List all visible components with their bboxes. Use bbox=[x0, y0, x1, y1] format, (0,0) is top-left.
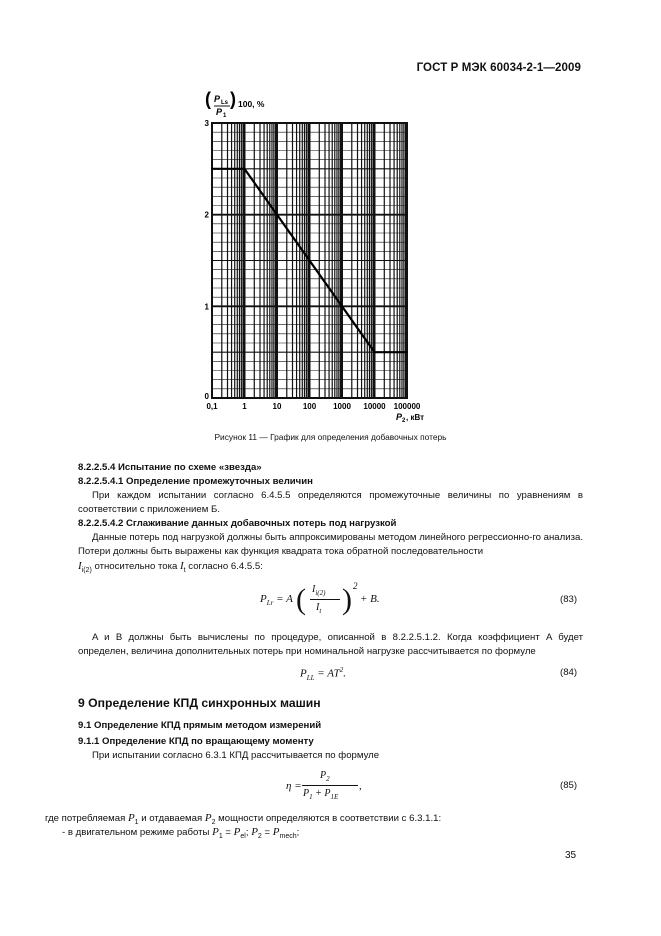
y-tick-label: 3 bbox=[204, 119, 209, 128]
svg-text:): ) bbox=[230, 90, 236, 109]
page-number: 35 bbox=[565, 850, 577, 861]
equation-84-number: (84) bbox=[560, 667, 578, 678]
section-8-2-2-5-4-2: 8.2.2.5.4.2 Сглаживание данных добавочных потерь под нагрузкой bbox=[78, 518, 397, 529]
section-8-2-2-5-4-1: 8.2.2.5.4.1 Определение промежуточных величин bbox=[78, 476, 313, 487]
x-tick-label: 10 bbox=[272, 402, 282, 411]
equation-84: $P_{LL} = AT^2$. bbox=[300, 666, 346, 682]
heading-9-1: 9.1 Определение КПД прямым методом измерений bbox=[78, 720, 322, 731]
xlabel-unit: , кВт bbox=[406, 413, 425, 422]
heading-section-9: 9 Определение КПД синхронных машин bbox=[78, 696, 321, 710]
paragraph-after-83: A и B должны быть вычислены по процедуре, описанной в 8.2.2.5.1.2. Когда коэффициент A будет определен, величина дополнительных потерь при номинальной нагрузке рассчитывается по формуле bbox=[78, 632, 583, 657]
ylabel-num: P bbox=[214, 94, 221, 104]
equation-85: η = $P_2$ $P_1 + P_{1E}$ , bbox=[286, 770, 362, 801]
equation-83-number: (83) bbox=[560, 594, 578, 605]
ylabel-unit: 100, % bbox=[238, 99, 265, 109]
ylabel-den-sub: 1 bbox=[223, 113, 227, 119]
y-tick-label: 0 bbox=[204, 392, 209, 401]
equation-85-number: (85) bbox=[560, 780, 578, 791]
x-tick-label: 100 bbox=[302, 402, 317, 411]
x-tick-label: 10000 bbox=[363, 402, 386, 411]
paragraph-where: где потребляемая $P_1$ и отдаваемая $P_2$ мощности определяются в соответствии с 6.3.1.1: bbox=[45, 812, 442, 826]
ylabel-den: P bbox=[216, 107, 223, 117]
svg-text:(: ( bbox=[205, 90, 211, 109]
y-axis-label bbox=[205, 90, 265, 119]
ylabel-num-sub: Ls bbox=[221, 100, 229, 106]
data-point bbox=[374, 351, 376, 353]
y-tick-label: 1 bbox=[204, 302, 209, 312]
bullet-motor-mode: - в двигательном режиме работы $P_1 = P_{el}$; $P_2 = P_{mech}$; bbox=[62, 826, 300, 840]
x-axis-label bbox=[396, 412, 424, 424]
section-8-2-2-5-4: 8.2.2.5.4 Испытание по схеме «звезда» bbox=[78, 462, 262, 473]
xlabel-sym: P bbox=[396, 412, 403, 422]
y-tick-label: 2 bbox=[204, 210, 209, 220]
paragraph-9-1-1: При испытании согласно 6.3.1 КПД рассчитывается по формуле bbox=[92, 750, 380, 761]
x-tick-label: 1000 bbox=[333, 402, 351, 411]
xlabel-sub: 2 bbox=[402, 418, 406, 424]
x-tick-label: 100000 bbox=[393, 402, 421, 411]
data-point bbox=[211, 168, 213, 170]
section-text-smoothing-end: $I_{i(2)}$ относительно тока $I_t$ согласно 6.4.5.5: bbox=[78, 560, 263, 574]
x-tick-label: 1 bbox=[242, 402, 247, 411]
section-text-smoothing: Данные потерь под нагрузкой должны быть аппроксимированы методом линейного регрессионно-го анализа. Потери должны быть выражены как функция квадрата тока обратной последовательности bbox=[78, 532, 583, 557]
data-point bbox=[406, 351, 408, 353]
heading-9-1-1: 9.1.1 Определение КПД по вращающему моменту bbox=[78, 736, 314, 747]
section-text-intermediate: При каждом испытании согласно 6.4.5.5 определяются промежуточные величины по уравнениям в соответствии с приложением Б. bbox=[78, 490, 583, 515]
figure-caption: Рисунок 11 — График для определения добавочных потерь bbox=[214, 432, 447, 442]
equation-83: $P_{Lr} = A$ ( $I_{i(2)}$ $I_t$ ) 2 + B. bbox=[260, 581, 380, 616]
document-header: ГОСТ Р МЭК 60034-2-1—2009 bbox=[416, 62, 581, 74]
loss-chart bbox=[190, 90, 450, 425]
x-tick-label: 0,1 bbox=[206, 402, 218, 411]
data-point bbox=[244, 168, 246, 170]
